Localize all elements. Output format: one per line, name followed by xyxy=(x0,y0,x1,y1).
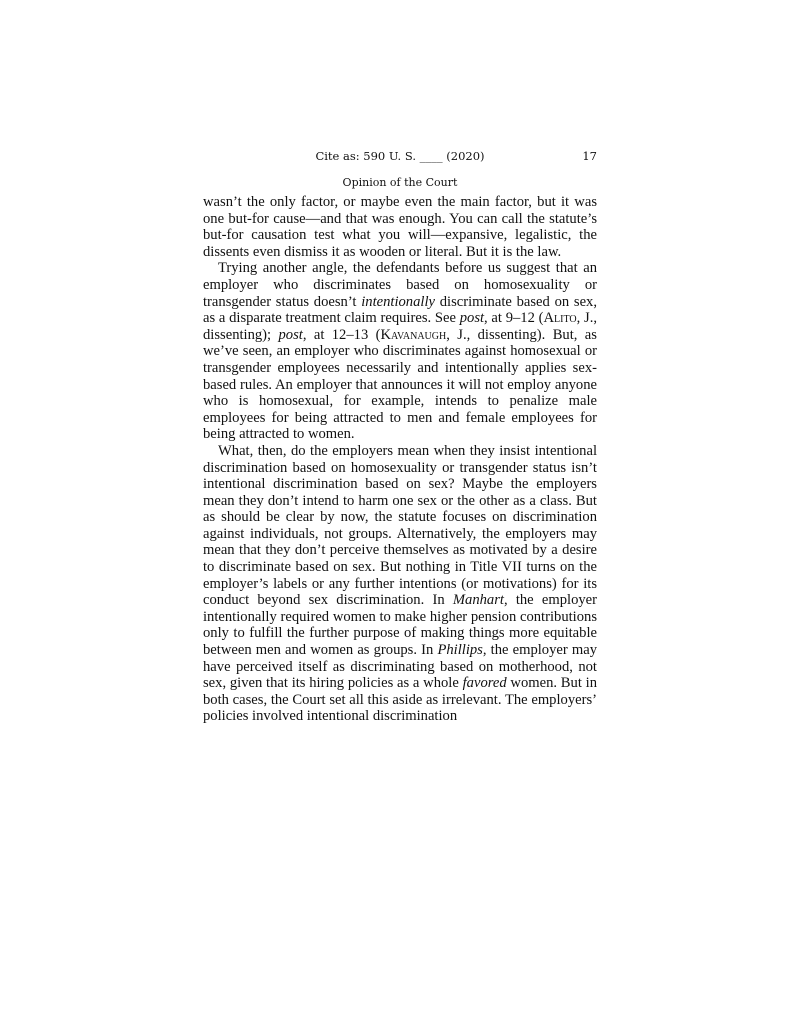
citation-signal: post xyxy=(459,310,485,327)
paragraph-text: , the employer intentionally required women to make higher pension contributions only to fulfill the further purpose of making things more equitable between men and women as groups. In xyxy=(203,592,597,659)
emphasis-text: intentionally xyxy=(361,293,435,310)
justice-name: Alito xyxy=(543,310,577,327)
paragraph-text: wasn’t the only factor, or maybe even the main factor, but it was one but-for cause—and that was enough. You can call the statute’s but-for causation test what you will—expansive, legalistic, the dissents even dismiss it as wooden or literal. But it is the law. xyxy=(203,194,597,260)
paragraph-text: , J., dissenting); xyxy=(203,310,597,343)
paragraph-text: discriminate based on sex, as a disparate treatment claim requires. See xyxy=(203,293,597,327)
opinion-body xyxy=(203,194,597,725)
opinion-subtitle: Opinion of the Court xyxy=(342,176,458,189)
case-name: Manhart xyxy=(452,592,504,609)
citation-signal: post xyxy=(278,326,303,343)
paragraph-text: Trying another angle, the defendants before us suggest that an employer who discriminates based on homosexuality or transgender status doesn’t xyxy=(203,260,597,310)
emphasis-text: favored xyxy=(462,675,507,692)
paragraph-text: , J., dissenting). But, as we’ve seen, an employer who discriminates against homosexual or transgender employees necessarily and intentionally applies sex-based rules. An employer that announces it will not employ anyone who is homosexual, for example, intends to penalize male employees for being attracted to men and female employees for being attracted to women. xyxy=(203,326,597,443)
paragraph-text: What, then, do the employers mean when they insist intentional discrimination based on homosexuality or transgender status isn’t intentional discrimination based on sex? Maybe the employers mean they don’t intend to harm one sex or the other as a class. But as should be clear by now, the statute focuses on discrimination against individuals, not groups. Alternatively, the employers may mean that they don’t perceive themselves as motivated by a desire to discriminate based on sex. But nothing in Title VII turns on the employer’s labels or any further intentions (or motivations) for its conduct beyond sex discrimination. In xyxy=(203,442,597,609)
paragraph-1 xyxy=(203,194,597,260)
opinion-page xyxy=(203,146,597,725)
justice-name: Kavanaugh xyxy=(380,326,447,343)
page-number: 17 xyxy=(582,149,597,163)
paragraph-text: women. But in both cases, the Court set all this aside as irrelevant. The employers’ policies involved intentional discrimination xyxy=(203,675,597,725)
paragraph-text: , at 12–13 ( xyxy=(302,326,381,343)
case-name: Phillips xyxy=(437,642,483,659)
citation: Cite as: 590 U. S. ____ (2020) xyxy=(315,149,485,163)
paragraph-text: , at 9–12 ( xyxy=(484,310,544,327)
paragraph-text: , the employer may have perceived itself as discriminating based on motherhood, not sex, given that its hiring policies as a whole xyxy=(203,642,597,692)
paragraph-2 xyxy=(203,260,597,443)
paragraph-3 xyxy=(203,443,597,725)
running-header xyxy=(203,146,597,168)
